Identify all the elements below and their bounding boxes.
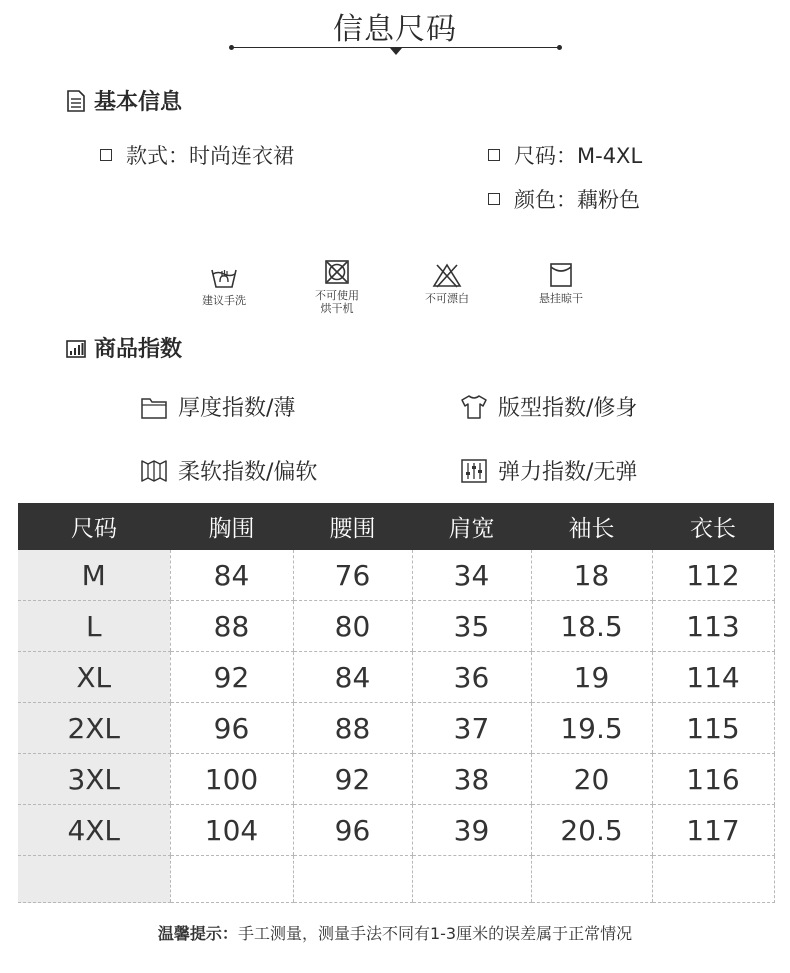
table-cell [531, 856, 652, 903]
document-icon [66, 90, 86, 112]
info-size-text: 尺码：M-4XL [514, 144, 643, 168]
hand-wash-icon [209, 262, 239, 290]
divider-arrow [390, 48, 402, 55]
care-no-bleach [402, 262, 492, 305]
table-cell: 2XL [18, 703, 170, 754]
feature-thickness-text: 厚度指数/薄 [178, 396, 296, 421]
table-cell [170, 856, 293, 903]
table-cell: 96 [170, 703, 293, 754]
no-tumble-dry-icon [324, 259, 350, 285]
table-row [18, 550, 774, 601]
table-cell [652, 856, 774, 903]
table-cell: L [18, 601, 170, 652]
info-style [100, 140, 294, 170]
table-row-empty [18, 856, 774, 903]
table-cell: M [18, 550, 170, 601]
table-header-row [18, 503, 774, 550]
feature-fit-text: 版型指数/修身 [498, 396, 638, 421]
measurement-note [0, 921, 790, 944]
feature-softness-text: 柔软指数/偏软 [178, 460, 318, 485]
table-row [18, 601, 774, 652]
info-style-text: 款式：时尚连衣裙 [126, 144, 294, 168]
feature-softness [140, 455, 317, 486]
table-cell: 88 [170, 601, 293, 652]
sliders-icon [460, 458, 488, 484]
product-index-heading-text: 商品指数 [94, 337, 183, 362]
table-cell: 18 [531, 550, 652, 601]
info-color-text: 颜色：藕粉色 [514, 188, 640, 212]
header-shoulder: 肩宽 [412, 503, 531, 550]
table-cell: 38 [412, 754, 531, 805]
table-cell: 19.5 [531, 703, 652, 754]
table-cell: 84 [293, 652, 412, 703]
header-waist: 腰围 [293, 503, 412, 550]
table-cell: 36 [412, 652, 531, 703]
basic-info-heading [66, 85, 182, 116]
table-cell: 76 [293, 550, 412, 601]
table-cell: 19 [531, 652, 652, 703]
feature-fit [460, 391, 637, 422]
header-chest: 胸围 [170, 503, 293, 550]
feature-thickness [140, 391, 295, 422]
table-cell: 117 [652, 805, 774, 856]
care-no-tumble-dry [292, 259, 382, 315]
tshirt-icon [460, 394, 488, 420]
table-cell: 84 [170, 550, 293, 601]
table-cell: 35 [412, 601, 531, 652]
size-table [18, 503, 775, 903]
table-cell [293, 856, 412, 903]
feature-elasticity [460, 455, 637, 486]
care-hand-wash-label: 建议手洗 [202, 294, 246, 307]
divider-dot-right [557, 45, 562, 50]
table-cell [18, 856, 170, 903]
divider-dot-left [229, 45, 234, 50]
table-cell: 115 [652, 703, 774, 754]
fabric-icon [140, 458, 168, 484]
care-no-tumble-dry-label: 不可使用 烘干机 [315, 289, 359, 315]
table-cell: 20.5 [531, 805, 652, 856]
table-cell: 92 [293, 754, 412, 805]
measurement-note-text: 手工测量，测量手法不同有1-3厘米的误差属于正常情况 [237, 924, 633, 943]
hang-dry-icon [548, 262, 574, 288]
table-cell: 96 [293, 805, 412, 856]
checkbox-icon [488, 193, 500, 205]
basic-info-heading-text: 基本信息 [94, 90, 183, 115]
measurement-note-label: 温馨提示： [157, 924, 238, 943]
care-hang-dry-label: 悬挂晾干 [539, 292, 583, 305]
header-length: 衣长 [652, 503, 774, 550]
care-hand-wash [179, 262, 269, 307]
no-bleach-icon [432, 262, 462, 288]
checkbox-icon [488, 149, 500, 161]
table-cell: 114 [652, 652, 774, 703]
page-title: 信息尺码 [333, 12, 457, 47]
feature-elasticity-text: 弹力指数/无弹 [498, 460, 638, 485]
table-cell [412, 856, 531, 903]
table-cell: 20 [531, 754, 652, 805]
table-cell: 4XL [18, 805, 170, 856]
table-cell: 113 [652, 601, 774, 652]
table-cell: 18.5 [531, 601, 652, 652]
folder-icon [140, 394, 168, 420]
table-row [18, 754, 774, 805]
table-row [18, 703, 774, 754]
header-sleeve: 袖长 [531, 503, 652, 550]
table-cell: 39 [412, 805, 531, 856]
table-row [18, 805, 774, 856]
care-no-bleach-label: 不可漂白 [425, 292, 469, 305]
table-cell: 37 [412, 703, 531, 754]
table-cell: 104 [170, 805, 293, 856]
info-size [488, 140, 642, 170]
info-color [488, 184, 640, 214]
table-cell: 34 [412, 550, 531, 601]
table-cell: 116 [652, 754, 774, 805]
care-hang-dry [516, 262, 606, 305]
table-cell: 92 [170, 652, 293, 703]
table-cell: 100 [170, 754, 293, 805]
header-size: 尺码 [18, 503, 170, 550]
table-cell: 80 [293, 601, 412, 652]
table-cell: 88 [293, 703, 412, 754]
table-cell: XL [18, 652, 170, 703]
table-cell: 112 [652, 550, 774, 601]
checkbox-icon [100, 149, 112, 161]
table-row [18, 652, 774, 703]
table-cell: 3XL [18, 754, 170, 805]
product-index-heading [66, 332, 182, 363]
bar-chart-icon [66, 337, 86, 359]
